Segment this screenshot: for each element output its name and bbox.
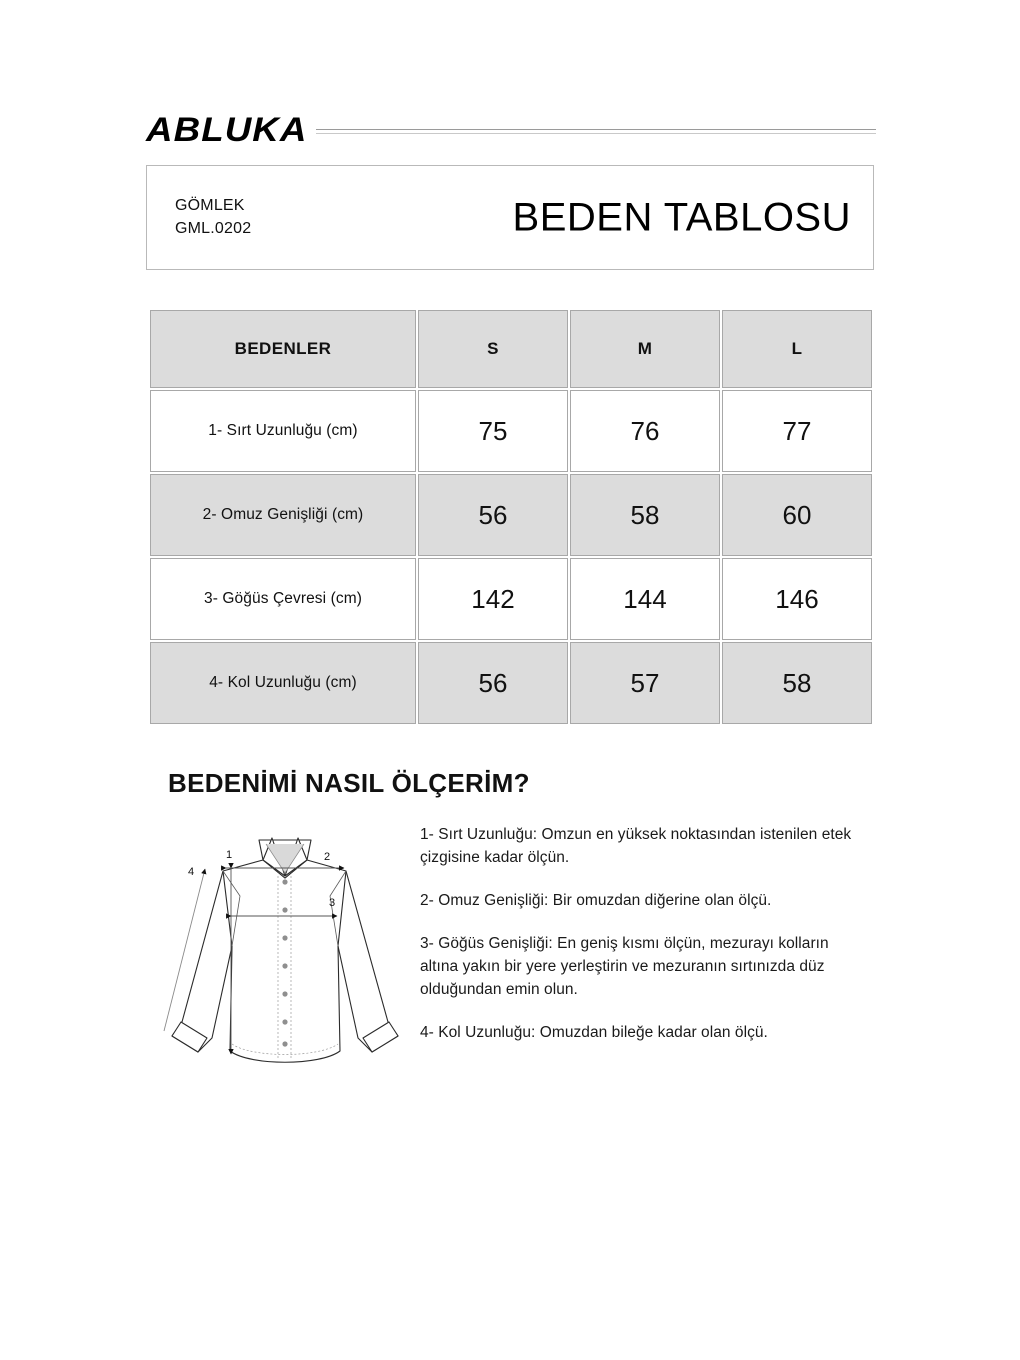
instruction-sleeve-length: 4- Kol Uzunluğu: Omuzdan bileğe kadar olan ölçü. bbox=[420, 1023, 768, 1041]
cell-shoulder-width-s: 56 bbox=[418, 474, 568, 556]
product-category: GÖMLEK bbox=[175, 197, 245, 214]
instruction-shoulder-width: 2- Omuz Genişliği: Bir omuzdan diğerine olan ölçü. bbox=[420, 891, 772, 909]
table-row bbox=[150, 642, 872, 724]
cell-chest-s: 142 bbox=[418, 558, 568, 640]
table-row bbox=[150, 390, 872, 472]
cell-back-length-l: 77 bbox=[722, 390, 872, 472]
brand-header bbox=[146, 110, 876, 150]
table-row bbox=[150, 558, 872, 640]
column-header-size-m: M bbox=[570, 310, 720, 388]
table-header-row bbox=[150, 310, 872, 388]
table-row bbox=[150, 474, 872, 556]
cell-shoulder-width-m: 58 bbox=[570, 474, 720, 556]
cell-sleeve-l: 58 bbox=[722, 642, 872, 724]
marker-3-label: 3 bbox=[328, 897, 336, 909]
shirt-diagram bbox=[160, 826, 410, 1088]
title-card bbox=[146, 165, 874, 270]
cell-shoulder-width-l: 60 bbox=[722, 474, 872, 556]
cell-chest-l: 146 bbox=[722, 558, 872, 640]
size-table bbox=[148, 308, 874, 726]
product-code: GML.0202 bbox=[175, 220, 252, 238]
page-title: BEDEN TABLOSU bbox=[512, 195, 851, 239]
cell-sleeve-s: 56 bbox=[418, 642, 568, 724]
abluka-logo: ABLUKA bbox=[146, 111, 308, 149]
marker-1-label: 1 bbox=[225, 849, 233, 861]
cell-back-length-m: 76 bbox=[570, 390, 720, 472]
marker-2-label: 2 bbox=[323, 851, 331, 863]
measure-instructions bbox=[420, 824, 860, 1045]
instruction-back-length: 1- Sırt Uzunluğu: Omzun en yüksek noktasından istenilen etek çizgisine kadar ölçün. bbox=[420, 826, 852, 866]
header-divider-rule bbox=[316, 129, 876, 134]
column-header-size-l: L bbox=[722, 310, 872, 388]
shirt-illustration-svg bbox=[160, 826, 410, 1088]
row-label-shoulder-width: 2- Omuz Genişliği (cm) bbox=[150, 474, 416, 556]
column-header-size-s: S bbox=[418, 310, 568, 388]
row-label-sleeve-length: 4- Kol Uzunluğu (cm) bbox=[150, 642, 416, 724]
row-label-chest-circumference: 3- Göğüs Çevresi (cm) bbox=[150, 558, 416, 640]
product-info bbox=[175, 194, 251, 240]
cell-chest-m: 144 bbox=[570, 558, 720, 640]
marker-4-label: 4 bbox=[187, 866, 195, 878]
cell-sleeve-m: 57 bbox=[570, 642, 720, 724]
column-header-measurements: BEDENLER bbox=[150, 310, 416, 388]
row-label-back-length: 1- Sırt Uzunluğu (cm) bbox=[150, 390, 416, 472]
cell-back-length-s: 75 bbox=[418, 390, 568, 472]
measure-section-heading: BEDENİMİ NASIL ÖLÇERİM? bbox=[168, 768, 530, 798]
instruction-chest-width: 3- Göğüs Genişliği: En geniş kısmı ölçün, mezurayı kolların altına yakın bir yere yerleştirin ve mezuranın sırtınızda düz olduğundan emin olun. bbox=[420, 934, 829, 998]
